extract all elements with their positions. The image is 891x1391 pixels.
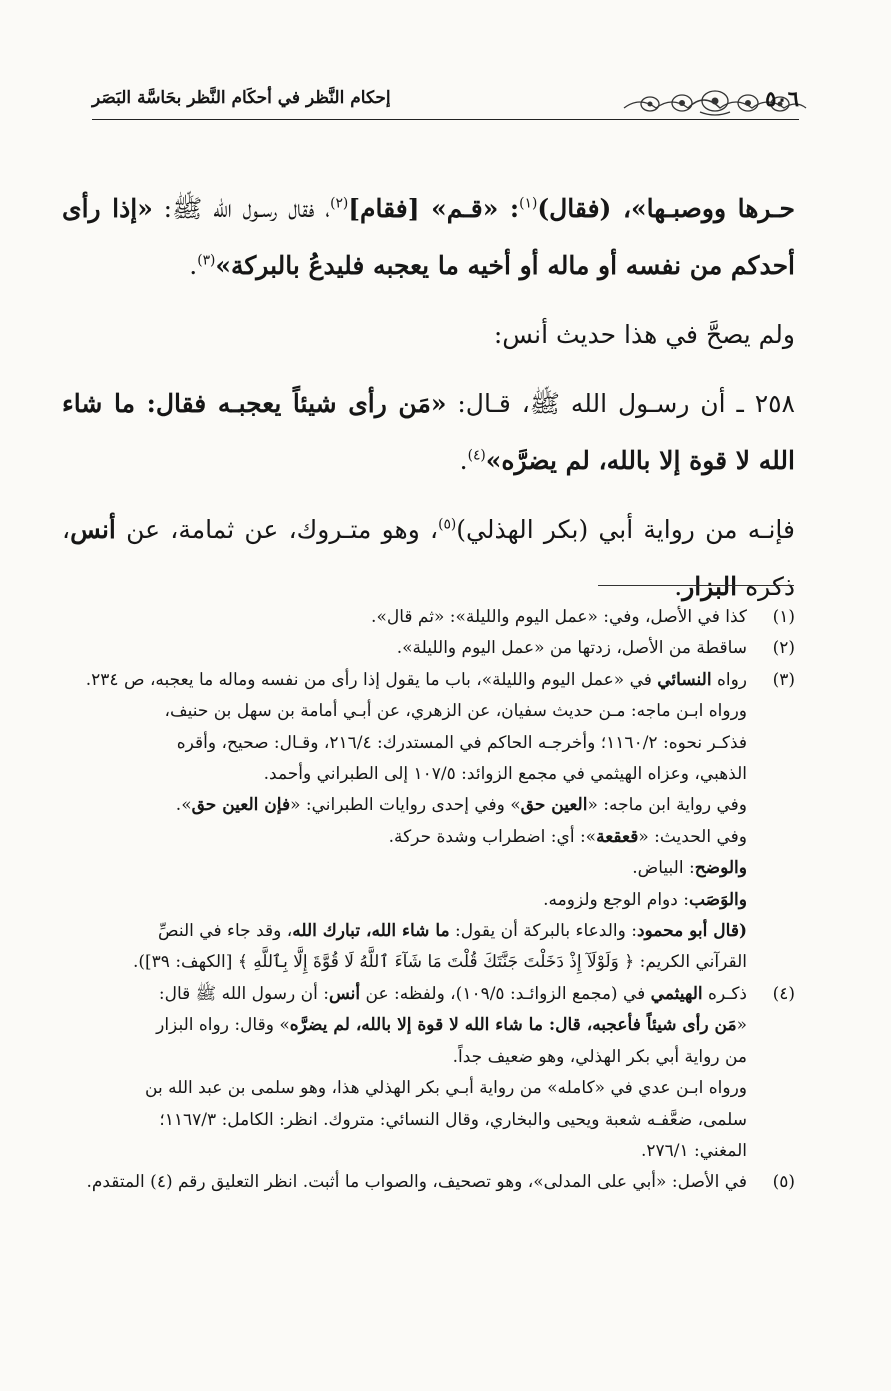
footnote-1 (60, 602, 795, 633)
quote: ما شاء الله، تبارك الله (292, 921, 450, 942)
footnote-separator (598, 585, 794, 586)
footnote-line: الذهبي، وعزاه الهيثمي في مجمع الزوائد: ١٠٧/٥ إلى الطبراني وأحمد. (263, 764, 747, 785)
footnote-number: (٣) (772, 669, 795, 690)
footnote-2 (60, 633, 795, 664)
text-run: » وقال: رواه البزار (156, 1015, 290, 1036)
text-run: وفي الحديث: « (638, 826, 747, 847)
page-number: ٥٠٦ (765, 86, 799, 111)
source-name: الهيثمي (650, 983, 703, 1004)
footnote-number: (١) (772, 607, 795, 627)
book-title: إحكام النَّظر في أحكَام النَّظر بحَاسَّة البَصَر (92, 88, 391, 108)
verse-reference: [الكهف: ٣٩] (145, 952, 233, 973)
text-run: فإنـه من رواية أبي (بكر الهذلي) (456, 515, 795, 544)
footnote-ref-1: (١) (519, 195, 538, 212)
footnote-line (60, 1010, 747, 1041)
text-run: وفي رواية ابن ماجه: « (587, 795, 747, 816)
paragraph-3 (62, 375, 795, 489)
footnote-line (60, 885, 747, 916)
footnote-line: المغني: ٢٧٦/١. (640, 1140, 747, 1161)
text-run: ، وهو متـروك، عن ثمامة، عن (115, 515, 439, 544)
text-run: ، ذكره (62, 515, 795, 601)
main-text (62, 180, 795, 627)
narrator-name: أنس (70, 515, 116, 544)
text-run: ». (175, 795, 192, 816)
text-run: : البياض. (632, 858, 695, 879)
paragraph-4 (62, 501, 795, 615)
footnote-3 (60, 665, 795, 979)
text-run: ، وقد جاء في النصِّ (158, 921, 293, 942)
header-rule (92, 119, 799, 120)
footnote-ref-3: (٣) (197, 252, 216, 269)
footnote-ref-2: (٢) (330, 195, 349, 212)
paragraph-2: ولم يصحَّ في هذا حديث أنس: (493, 320, 795, 349)
hadith-text: مَن رأى شيئاً فأعجبه، قال: ما شاء الله لا قوة إلا بالله، لم يضرَّه (289, 1015, 737, 1036)
footnote-line (60, 790, 747, 821)
text-run: . (459, 446, 468, 475)
text-run: حـرها ووصبـها»، (فقال) (537, 194, 795, 223)
source-name: البزار (682, 572, 738, 601)
text-run: ، فقال رسـول الله ﷺ: (152, 194, 331, 223)
footnote-ref-5: (٥) (438, 516, 457, 533)
text-run: في «عمل اليوم والليلة»، باب ما يقول إذا رأى من نفسه وماله ما يعجبه، ص ٢٣٤. (85, 669, 658, 690)
term: والوَصَب (688, 889, 747, 910)
footnote-ref-4: (٤) (467, 447, 486, 464)
text-run: « (736, 1015, 747, 1036)
source-name: النسائي (657, 669, 712, 690)
footnote-line: ورواه ابـن عدي في «كامله» من رواية أبـي بكر الهذلي هذا، وهو سلمى بن عبد الله بن (145, 1078, 747, 1099)
paragraph-1 (62, 180, 795, 294)
footnote-line (60, 853, 747, 884)
quran-verse: القرآني الكريم: ﴿ وَلَوْلَآ إِذْ دَخَلْتَ جَنَّتَكَ قُلْتَ مَا شَآءَ ٱللَّهُ لَا قُوَّةَ إِلَّا بِٱللَّهِ ﴾ (232, 952, 747, 973)
text-run: رواه (711, 669, 747, 690)
author-name: (قال أبو محمود (636, 921, 747, 942)
text-run: . (189, 251, 198, 280)
text-run: »: أي: اضطراب وشدة حركة. (388, 826, 597, 847)
footnote-number: (٤) (772, 983, 795, 1004)
hadith-text: «إذا رأى أحدكم من نفسه أو ماله أو أخيه ما يعجبه فليدعُ بالبركة» (62, 194, 795, 280)
text-run: ذكـره (702, 983, 747, 1004)
footnote-5 (60, 1167, 795, 1198)
footnote-line (60, 979, 747, 1010)
footnote-line: سلمى، ضعَّفـه شعبة ويحيى والبخاري، وقال النسائي: متروك. انظر: الكامل: ١١٦٧/٣؛ (159, 1109, 747, 1130)
footnote-text: ساقطة من الأصل، زدتها من «عمل اليوم والليلة». (396, 638, 747, 659)
text-run: . (674, 572, 683, 601)
term: قعقعة (596, 826, 639, 847)
footnote-line: ورواه ابـن ماجه: مـن حديث سفيان، عن الزهري، عن أبـي أمامة بن سهل بن حنيف، (164, 701, 747, 722)
text-run: : والدعاء بالبركة أن يقول: (449, 921, 637, 942)
footnotes (60, 602, 795, 1199)
text-run: : أن رسول الله ﷺ قال: (158, 983, 329, 1004)
quote: فإن العين حق (191, 795, 291, 816)
footnote-line (60, 822, 747, 853)
footnote-line (60, 665, 747, 696)
footnote-line: فذكـر نحوه: ١١٦٠/٢؛ وأخرجـه الحاكم في المستدرك: ٢١٦/٤، وقـال: صحيح، وأقره (176, 732, 747, 753)
quote: العين حق (520, 795, 588, 816)
term: والوضح (694, 858, 747, 879)
text-run: : «قـم» [فقام] (348, 194, 520, 223)
footnote-line: من رواية أبي بكر الهذلي، وهو ضعيف جداً. (452, 1046, 747, 1067)
footnote-number: (٢) (772, 638, 795, 659)
text-run: : دوام الوجع ولزومه. (543, 889, 689, 910)
footnote-text: في الأصل: «أبي على المدلى»، وهو تصحيف، والصواب ما أثبت. انظر التعليق رقم (٤) المتقدم. (86, 1172, 747, 1193)
footnote-line (60, 947, 747, 978)
narrator-name: أنس (328, 983, 361, 1004)
footnote-line (60, 916, 747, 947)
text-run: ٢٥٨ ـ أن رسـول الله ﷺ، قـال: (446, 389, 795, 418)
running-header (92, 86, 799, 126)
text-run: » وفي إحدى روايات الطبراني: « (290, 795, 521, 816)
hadith-text: «مَن رأى شيئاً يعجبـه فقال: ما شاء الله لا قوة إلا بالله، لم يضرَّه» (62, 389, 795, 475)
footnote-4 (60, 979, 795, 1167)
footnote-text: كذا في الأصل، وفي: «عمل اليوم والليلة»: «ثم قال». (371, 607, 747, 627)
text-run: في (مجمع الزوائـد: ١٠٩/٥)، ولفظه: عن (360, 983, 651, 1004)
text-run: ). (132, 952, 146, 973)
footnote-number: (٥) (772, 1172, 795, 1193)
